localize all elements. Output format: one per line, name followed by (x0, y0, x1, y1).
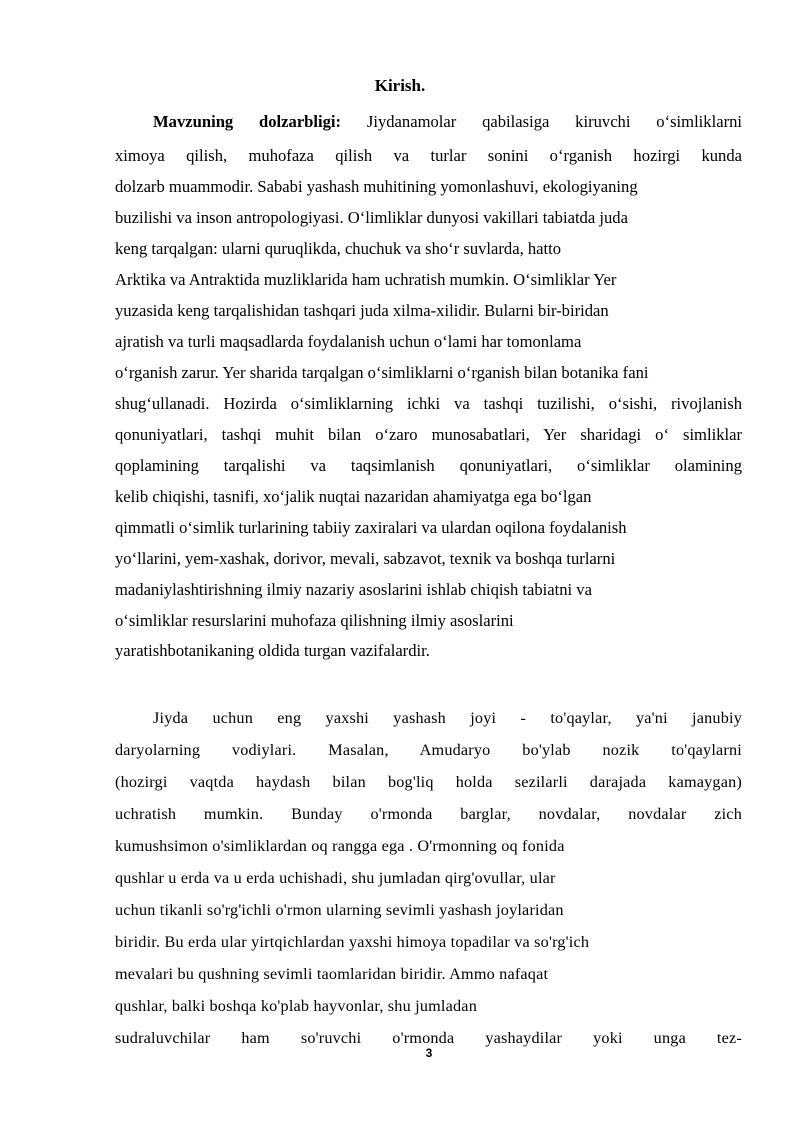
paragraph1-line: o‘rganish zarur. Yer sharida tarqalgan o‘simliklarni o‘rganish bilan botanika fani (115, 363, 649, 382)
paragraph1-line: qimmatli o‘simlik turlarining tabiiy zaxiralari va ulardan oqilona foydalanish (115, 518, 627, 537)
paragraph2-line: uchun tikanli so'rg'ichli o'rmon ularning sevimli yashash joylaridan (115, 901, 564, 919)
paragraph2-line: qushlar u erda va u erda uchishadi, shu jumladan qirg'ovullar, ular (115, 869, 556, 887)
paragraph1-line: Arktika va Antraktida muzliklarida ham uchratish mumkin. O‘simliklar Yer (115, 270, 617, 289)
paragraph1-line: qonuniyatlari, tashqi muhit bilan o‘zaro munosabatlari, Yer sharidagi o‘ simliklar (115, 425, 742, 444)
paragraph1-line: keng tarqalgan: ularni quruqlikda, chuchuk va sho‘r suvlarda, hatto (115, 239, 562, 258)
paragraph1-line: madaniylashtirishning ilmiy nazariy asoslarini ishlab chiqish tabiatni va (115, 580, 592, 599)
paragraph2-line: kumushsimon o'simliklardan oq rangga ega . O'rmonning oq fonida (115, 837, 565, 855)
paragraph2-line: uchratish mumkin. Bunday o'rmonda barglar, novdalar, novdalar zich (115, 805, 742, 823)
paragraph1-line: qoplamining tarqalishi va taqsimlanish qonuniyatlari, o‘simliklar olamining (115, 456, 742, 475)
paragraph2-line: biridir. Bu erda ular yirtqichlardan yaxshi himoya topadilar va so'rg'ich (115, 933, 590, 951)
paragraph1-first-line-rest: Jiydanamolar qabilasiga kiruvchi o‘simliklarni (366, 112, 742, 131)
paragraph1-line-0 (153, 112, 742, 132)
paragraph2-line: qushlar, balki boshqa ko'plab hayvonlar, shu jumladan (115, 997, 477, 1015)
paragraph2-line: mevalari bu qushning sevimli taomlaridan biridir. Ammo nafaqat (115, 965, 549, 983)
section-title: Kirish. (374, 76, 426, 95)
paragraph1-line: dolzarb muammodir. Sababi yashash muhitining yomonlashuvi, ekologiyaning (115, 177, 638, 196)
paragraph1-line: yaratishbotanikaning oldida turgan vazifalardir. (115, 641, 430, 660)
page-number: 3 (425, 1046, 433, 1060)
paragraph1-line: shug‘ullanadi. Hozirda o‘simliklarning ichki va tashqi tuzilishi, o‘sishi, rivojlanish (115, 394, 742, 413)
paragraph1-line: o‘simliklar resurslarini muhofaza qilishning ilmiy asoslarini (115, 611, 514, 630)
paragraph2-line: daryolarning vodiylari. Masalan, Amudaryo bo'ylab nozik to'qaylarni (115, 741, 742, 759)
paragraph1-line: kelib chiqishi, tasnifi, xo‘jalik nuqtai nazaridan ahamiyatga ega bo‘lgan (115, 487, 592, 506)
paragraph2-first-line: Jiyda uchun eng yaxshi yashash joyi - to'qaylar, ya'ni janubiy (153, 709, 742, 727)
paragraph1-lead: Mavzuning dolzarbligi: (153, 112, 342, 131)
paragraph1-line: yuzasida keng tarqalishidan tashqari juda xilma-xilidir. Bularni bir-biridan (115, 301, 609, 320)
paragraph2-line: (hozirgi vaqtda haydash bilan bog'liq holda sezilarli darajada kamaygan) (115, 773, 742, 791)
paragraph1-line: ajratish va turli maqsadlarda foydalanish uchun o‘lami har tomonlama (115, 332, 582, 351)
paragraph1-line: buzilishi va inson antropologiyasi. O‘limliklar dunyosi vakillari tabiatda juda (115, 208, 628, 227)
paragraph1-line: yo‘llarini, yem-xashak, dorivor, mevali, sabzavot, texnik va boshqa turlarni (115, 549, 616, 568)
paragraph1-line: ximoya qilish, muhofaza qilish va turlar sonini o‘rganish hozirgi kunda (115, 146, 742, 165)
paragraph2-line: sudraluvchilar ham so'ruvchi o'rmonda yashaydilar yoki unga tez- (115, 1029, 742, 1047)
